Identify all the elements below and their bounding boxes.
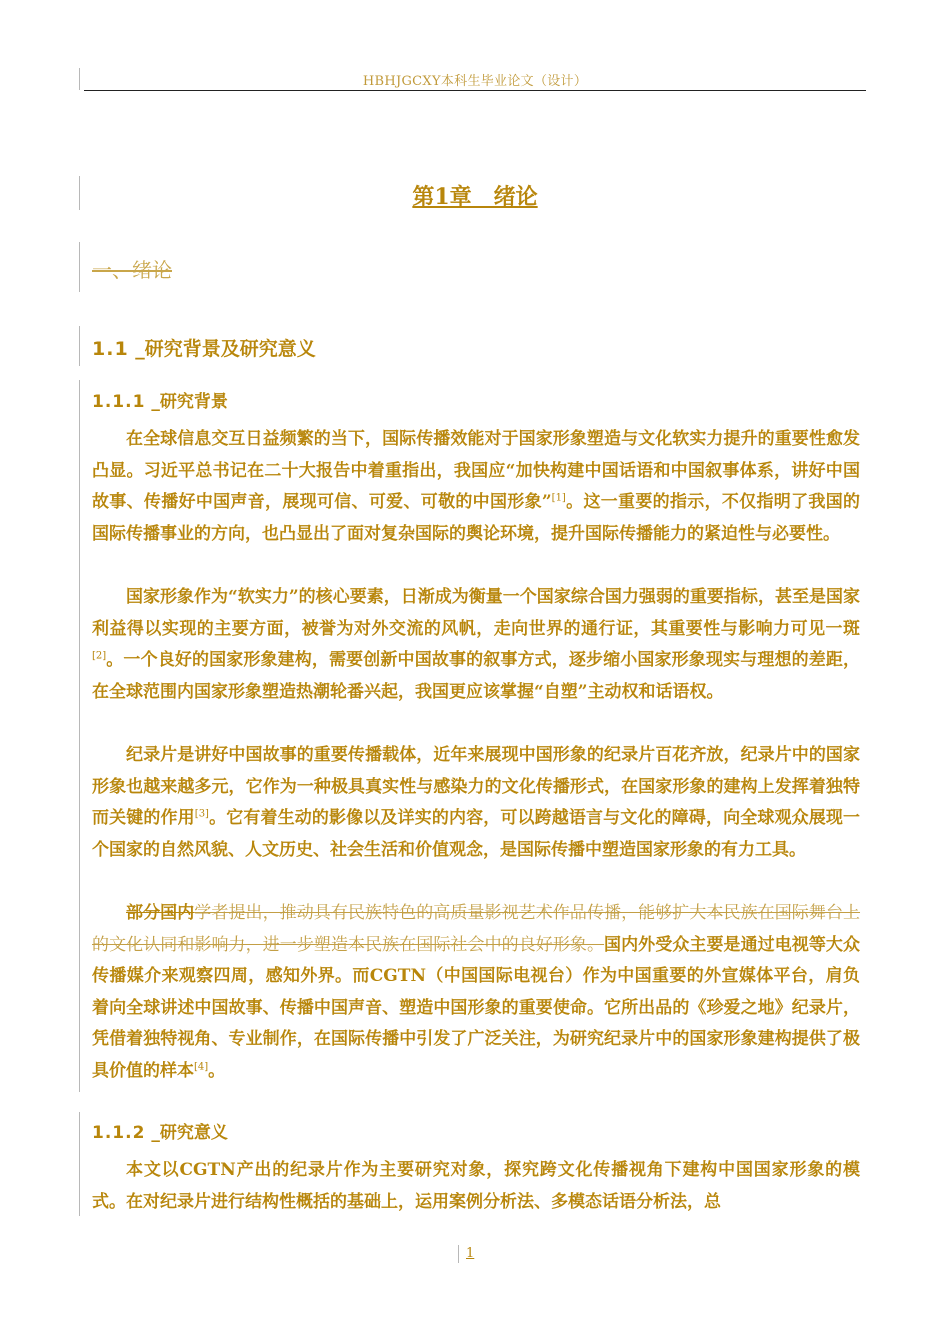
section-heading-1-1	[92, 334, 316, 361]
section-title: _研究背景	[151, 392, 228, 412]
running-header: HBHJGCXY本科生毕业论文（设计）	[362, 74, 588, 89]
section-title: _研究背景及研究意义	[135, 338, 316, 360]
footer-change-bar	[458, 1245, 459, 1263]
section-number: 1.1	[92, 338, 129, 360]
change-bar-deleted-heading	[79, 242, 80, 292]
section-number: 1.1.1	[92, 392, 146, 412]
citation-ref[interactable]: [4]	[194, 1061, 209, 1073]
body-paragraph-1	[92, 424, 860, 550]
paragraph-text: 。一个良好的国家形象建构，需要创新中国故事的叙事方式，逐步缩小国家形象现实与理想的差距，在全球范围内国家形象塑造热潮轮番兴起，我国更应该掌握“自塑”主动权和话语权。	[92, 650, 860, 702]
paragraph-text: 。它有着生动的影像以及详实的内容，可以跨越语言与文化的障碍，向全球观众展现一个国家的自然风貌、人文历史、社会生活和价值观念，是国际传播中塑造国家形象的有力工具。	[92, 808, 861, 860]
citation-ref[interactable]: [1]	[551, 492, 566, 504]
deleted-text: 学者提出，推动具有民族特色的高质量影视艺术作品传播，能够扩大本民族在国际舞台上的文化认同和影响力，进一步塑造本民族在国际社会中的良好形象。	[92, 903, 861, 955]
change-bar-chapter	[79, 176, 80, 210]
section-heading-1-1-2	[92, 1118, 228, 1143]
paragraph-text: 在全球信息交互日益频繁的当下，国际传播效能对于国家形象塑造与文化软实力提升的重要性愈发凸显。习近平总书记在二十大报告中着重指出，我国应“加快构建中国话语和中国叙事体系，讲好中国故事、传播好中国声音，展现可信、可爱、可敬的中国形象”	[92, 429, 860, 513]
section-number: 1.1.2	[92, 1123, 146, 1143]
citation-ref[interactable]: [3]	[194, 808, 209, 820]
header-rule	[84, 90, 866, 91]
paragraph-text: 国家形象作为“软实力”的核心要素，日渐成为衡量一个国家综合国力强弱的重要指标，甚至是国家利益得以实现的主要方面，被誉为对外交流的风帆，走向世界的通行证，其重要性与影响力可见一斑	[92, 587, 860, 639]
change-bar-body	[79, 380, 80, 1092]
paragraph-text: 纪录片是讲好中国故事的重要传播载体，近年来展现中国形象的纪录片百花齐放，纪录片中的国家形象也越来越多元，它作为一种极具真实性与感染力的文化传播形式，在国家形象的建构上发挥着独特而关键的作用	[92, 745, 860, 829]
chapter-title: 第1章 绪论	[412, 184, 538, 210]
page-number: 1	[466, 1246, 475, 1261]
section-heading-1-1-1	[92, 387, 228, 412]
citation-ref[interactable]: [2]	[92, 650, 107, 662]
change-bar-section-1-1	[79, 326, 80, 366]
change-bar-section-1-1-2	[79, 1112, 80, 1216]
paragraph-text: 。这一重要的指示，不仅指明了我国的国际传播事业的方向，也凸显出了面对复杂国际的舆论环境，提升国际传播能力的紧迫性与必要性。	[92, 492, 861, 544]
deleted-lead-text: 部分国内	[126, 903, 195, 923]
paragraph-text: 。	[208, 1060, 226, 1081]
section-title: _研究意义	[151, 1123, 228, 1143]
deleted-heading: 一、绪论	[92, 258, 172, 282]
body-paragraph-3	[92, 740, 860, 866]
body-paragraph-5	[92, 1155, 860, 1218]
change-bar-header	[79, 68, 80, 90]
paragraph-text: 本文以CGTN产出的纪录片作为主要研究对象，探究跨文化传播视角下建构中国国家形象的模式。在对纪录片进行结构性概括的基础上，运用案例分析法、多模态话语分析法，总	[92, 1160, 860, 1212]
paragraph-text: 国内外受众主要是通过电视等大众传播媒介来观察四周，感知外界。而CGTN（中国国际电视台）作为中国重要的外宣媒体平台，肩负着向全球讲述中国故事、传播中国声音、塑造中国形象的重要使命。它所出品的《珍爱之地》纪录片，凭借着独特视角、专业制作，在国际传播中引发了广泛关注，为研究纪录片中的国家形象建构提供了极具价值的样本	[92, 934, 861, 1081]
body-paragraph-4	[92, 898, 860, 1088]
body-paragraph-2	[92, 582, 860, 708]
